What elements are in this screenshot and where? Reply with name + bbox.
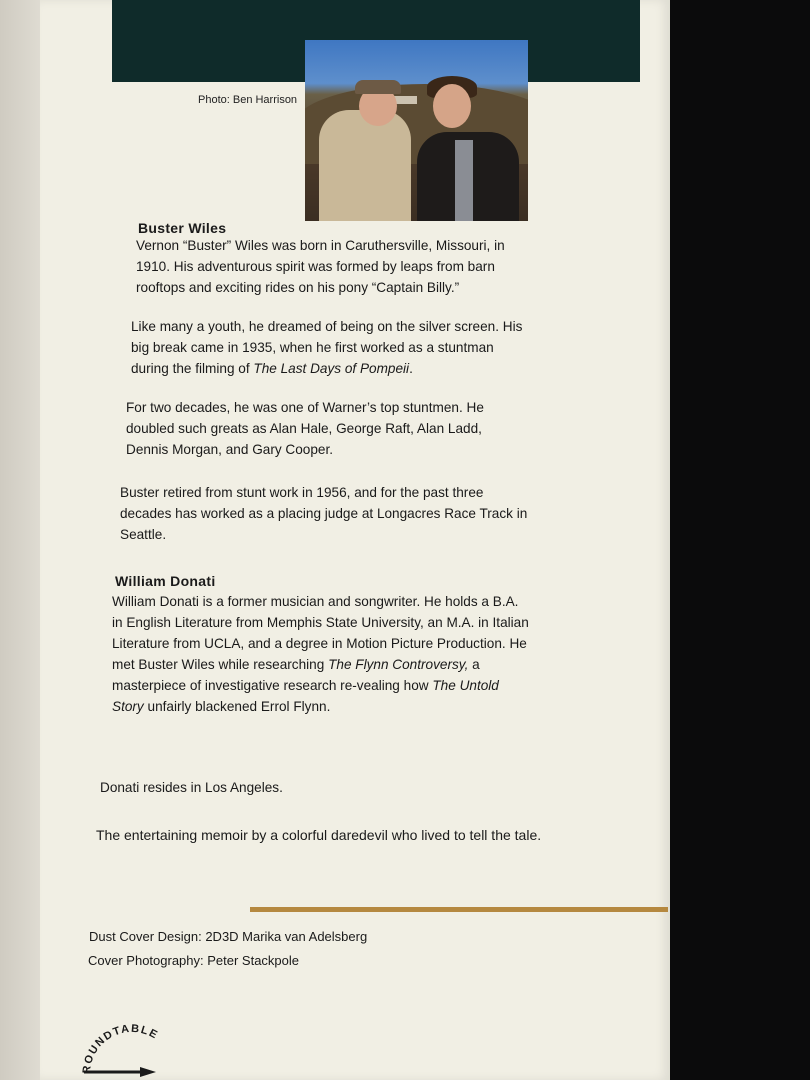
author1-bio-1: Vernon “Buster” Wiles was born in Caruthersville, Missouri, in 1910. His adventurous spirit was formed by leaps from barn rooftops and exciting rides on his pony “Captain Billy.”: [136, 238, 505, 295]
book-title-pompeii: The Last Days of Pompeii: [253, 361, 410, 376]
svg-text:ROUNDTABLE: [81, 1023, 161, 1075]
divider-rule: [250, 907, 668, 912]
publisher-logo-text: ROUNDTABLE: [80, 1022, 161, 1075]
publisher-logo: [80, 1012, 178, 1080]
author1-bio-3: For two decades, he was one of Warner’s top stuntmen. He doubled such greats as Alan Hale, George Raft, Alan Ladd, Dennis Morgan, and Gary Cooper.: [126, 400, 484, 457]
book-title-untold-story: The Untold Story: [112, 678, 499, 714]
book-title-flynn-controversy: The Flynn Controversy,: [328, 657, 469, 672]
photo-credit: Photo: Ben Harrison: [198, 94, 298, 106]
tagline: The entertaining memoir by a colorful daredevil who lived to tell the tale.: [96, 827, 542, 843]
author-photo: [305, 40, 528, 221]
author1-bio-2: Like many a youth, he dreamed of being on the silver screen. His big break came in 1935, when he first worked as a stuntman during the filming of The Last Days of Pompeii.: [131, 319, 523, 376]
photography-credit: Cover Photography: Peter Stackpole: [88, 953, 300, 968]
author2-residence: Donati resides in Los Angeles.: [100, 780, 283, 795]
author2-name: William Donati: [115, 573, 216, 589]
author1-bio-4: Buster retired from stunt work in 1956, and for the past three decades has worked as a placing judge at Longacres Race Track in Seattle.: [120, 485, 528, 542]
author1-name: Buster Wiles: [138, 220, 227, 236]
author2-bio: William Donati is a former musician and songwriter. He holds a B.A. in English Literature from Memphis State University, an M.A. in Italian Literature from UCLA, and a degree in Motion Picture Production. He met Buster Wiles while researching The Flynn Controversy, a masterpiece of investigative research re-vealing how The Untold Story unfairly blackened Errol Flynn.: [112, 594, 529, 714]
design-credit: Dust Cover Design: 2D3D Marika van Adelsberg: [89, 929, 368, 944]
